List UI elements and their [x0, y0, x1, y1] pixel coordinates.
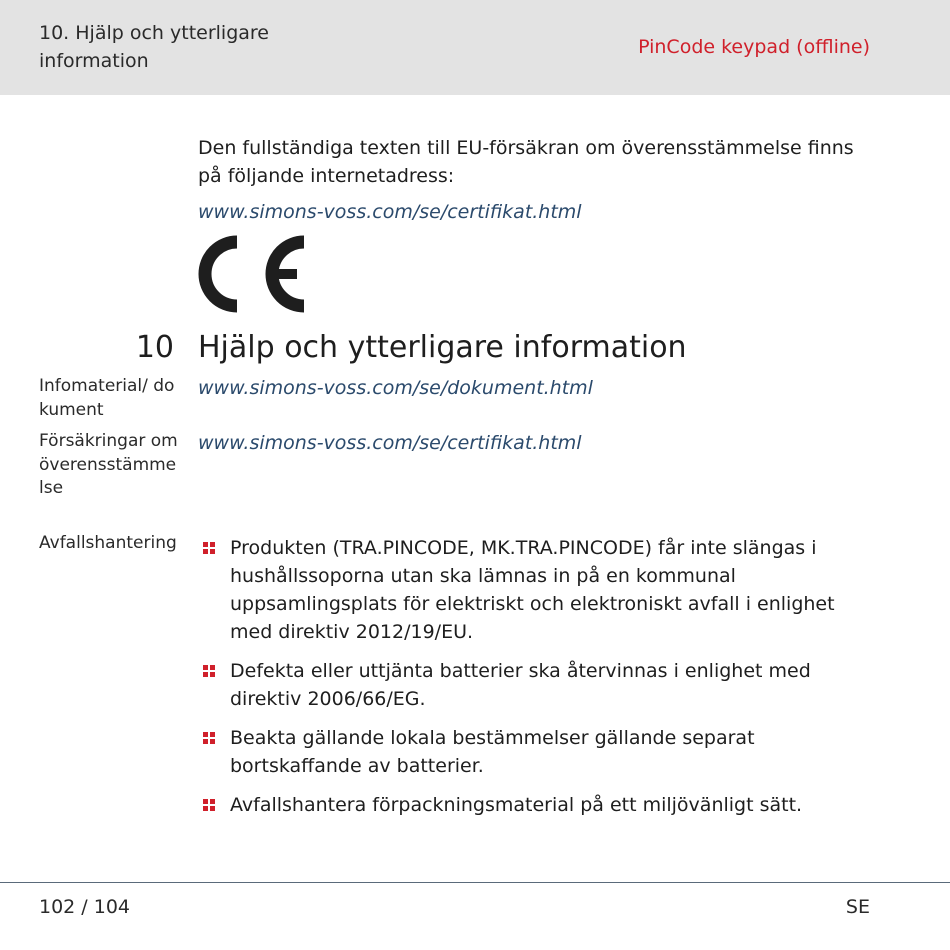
red-square-bullet-icon: [203, 665, 215, 677]
ce-mark-icon: [197, 234, 309, 314]
bullet-text: Beakta gällande lokala bestämmelser gällande separat bortskaffande av batterier.: [230, 727, 755, 777]
language-code: SE: [845, 896, 870, 918]
header-section-title: 10. Hjälp och ytterligare information: [39, 22, 269, 72]
chapter-number: 10: [135, 330, 174, 365]
list-item: [200, 724, 880, 780]
chapter-title: Hjälp och ytterligare information: [198, 330, 687, 365]
page-number: 102 / 104: [39, 896, 131, 918]
bullet-text: Avfallshantera förpackningsmaterial på ett miljövänligt sätt.: [230, 794, 803, 816]
bullet-text: Produkten (TRA.PINCODE, MK.TRA.PINCODE) får inte slängas i hushållssoporna utan ska lämnas in på en kommunal uppsamlingsplats för elektriskt och elektroniskt avfall i enlighet med direktiv 2012/19/EU.: [230, 537, 835, 643]
bullet-text: Defekta eller uttjänta batterier ska återvinnas i enlighet med direktiv 2006/66/EG.: [230, 660, 811, 710]
list-item: [200, 657, 880, 713]
side-label-disposal: Avfallshantering: [39, 533, 177, 553]
intro-paragraph: Den fullständiga texten till EU-försäkran om överensstämmelse finns på följande internetadress:: [198, 137, 854, 187]
side-label-info-material: Infomaterial/ dokument: [39, 376, 175, 420]
red-square-bullet-icon: [203, 799, 215, 811]
header-product-name: PinCode keypad (offline): [638, 36, 870, 58]
certificate-link[interactable]: www.simons-voss.com/se/certifikat.html: [198, 432, 582, 454]
footer-divider: [0, 882, 950, 883]
certificate-link-top[interactable]: www.simons-voss.com/se/certifikat.html: [198, 201, 582, 223]
page-header: [0, 0, 950, 95]
red-square-bullet-icon: [203, 542, 215, 554]
red-square-bullet-icon: [203, 732, 215, 744]
list-item: [200, 534, 880, 646]
documents-link[interactable]: www.simons-voss.com/se/dokument.html: [198, 377, 593, 399]
disposal-bullet-list: [200, 534, 880, 830]
list-item: [200, 791, 880, 819]
side-label-declarations: Försäkringar om överensstämmelse: [39, 431, 178, 498]
